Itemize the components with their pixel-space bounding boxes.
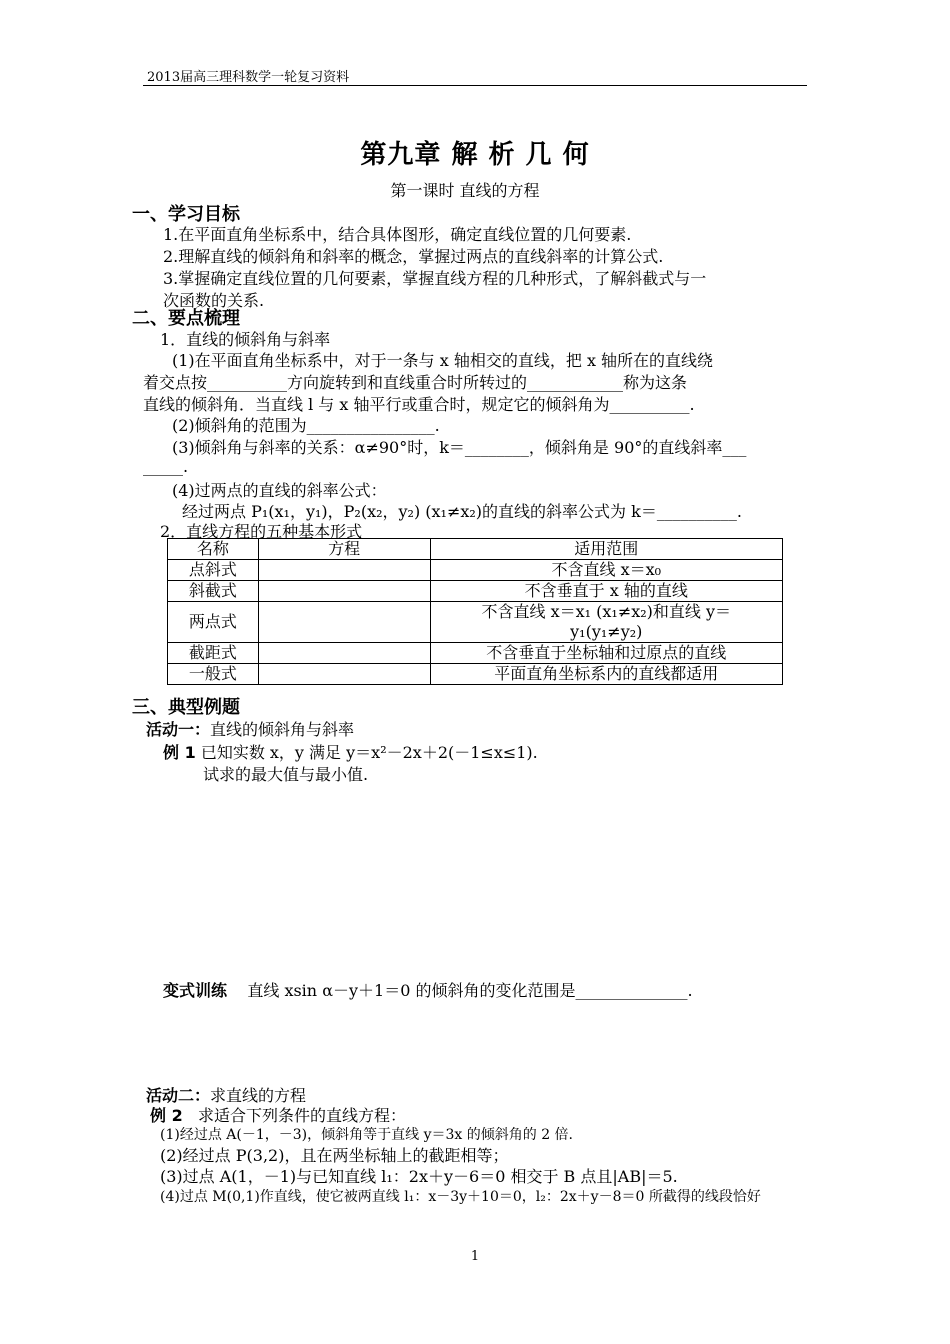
activity-label: 活动二： — [146, 1086, 211, 1105]
table-header-cell: 适用范围 — [430, 539, 782, 560]
keypoint-line: 经过两点 P₁(x₁，y₁)，P₂(x₂，y₂) (x₁≠x₂)的直线的斜率公式为 k＝__________. — [182, 502, 742, 521]
example-label: 例 1 — [163, 743, 196, 762]
activity-text: 直线的倾斜角与斜率 — [210, 720, 355, 739]
goal-item: 次函数的关系. — [163, 291, 265, 310]
example-text: 求适合下列条件的直线方程： — [197, 1106, 406, 1125]
form-equation — [258, 581, 430, 602]
table-row — [168, 581, 783, 602]
form-range: 不含垂直于坐标轴和过原点的直线 — [430, 643, 782, 664]
line-forms-table — [167, 538, 783, 685]
goal-item: 2.理解直线的倾斜角和斜率的概念，掌握过两点的直线斜率的计算公式. — [163, 247, 664, 266]
variant-exercise — [163, 978, 693, 1001]
keypoint-line: _____. — [143, 457, 189, 476]
example-label: 例 2 — [150, 1106, 183, 1125]
table-row — [168, 643, 783, 664]
keypoint-line: 直线的倾斜角．当直线 l 与 x 轴平行或重合时，规定它的倾斜角为__________. — [143, 395, 695, 414]
page-number: 1 — [470, 1249, 480, 1264]
form-range: 平面直角坐标系内的直线都适用 — [430, 664, 782, 685]
example-two — [150, 1103, 406, 1126]
example-text: 已知实数 x，y 满足 y＝x²－2x＋2(－1≤x≤1). — [200, 743, 538, 762]
table-row — [168, 560, 783, 581]
keypoint-line: (3)倾斜角与斜率的关系：α≠90°时，k＝________，倾斜角是 90°的直线斜率___ — [172, 438, 747, 457]
page-header: 2013届高三理科数学一轮复习资料 — [147, 70, 350, 85]
variant-label: 变式训练 — [163, 981, 228, 1000]
goal-item: 3.掌握确定直线位置的几何要素，掌握直线方程的几种形式，了解斜截式与一 — [163, 269, 707, 288]
section-heading-goals: 一、学习目标 — [132, 204, 240, 225]
table-header-cell: 方程 — [258, 539, 430, 560]
form-equation — [258, 643, 430, 664]
keypoint-line: 着交点按__________方向旋转到和直线重合时所转过的____________称为这条 — [143, 373, 688, 392]
table-row — [168, 664, 783, 685]
subheading-slope: 1．直线的倾斜角与斜率 — [160, 330, 331, 349]
chapter-title: 第九章 解 析 几 何 — [360, 140, 590, 170]
example-two-item: (4)过点 M(0,1)作直线，使它被两直线 l₁：x－3y＋10＝0，l₂：2x＋y－8＝0 所截得的线段恰好 — [160, 1189, 761, 1205]
header-rule — [143, 85, 807, 86]
form-range-line: 不含直线 x＝x₁ (x₁≠x₂)和直线 y＝ — [481, 602, 732, 621]
form-name: 一般式 — [168, 664, 259, 685]
goal-item: 1.在平面直角坐标系中，结合具体图形，确定直线位置的几何要素. — [163, 225, 632, 244]
keypoint-line: (2)倾斜角的范围为________________. — [172, 416, 440, 435]
form-equation — [258, 560, 430, 581]
activity-one — [146, 717, 354, 740]
activity-text: 求直线的方程 — [210, 1086, 307, 1105]
table-header-row — [168, 539, 783, 560]
form-name: 截距式 — [168, 643, 259, 664]
form-range: 不含直线 x＝x₀ — [430, 560, 782, 581]
variant-text: 直线 xsin α－y＋1＝0 的倾斜角的变化范围是______________. — [247, 981, 693, 1000]
form-name: 斜截式 — [168, 581, 259, 602]
section-heading-keypoints: 二、要点梳理 — [132, 308, 240, 329]
example-two-item: (2)经过点 P(3,2)，且在两坐标轴上的截距相等； — [160, 1146, 509, 1165]
example-one — [163, 740, 538, 763]
table-row — [168, 602, 783, 643]
example-two-item: (3)过点 A(1，－1)与已知直线 l₁：2x＋y－6＝0 相交于 B 点且|AB|＝5. — [160, 1167, 678, 1186]
example-one-task: 试求的最大值与最小值. — [203, 765, 369, 784]
activity-label: 活动一： — [146, 720, 211, 739]
form-range: 不含垂直于 x 轴的直线 — [430, 581, 782, 602]
example-two-item: (1)经过点 A(－1，－3)，倾斜角等于直线 y＝3x 的倾斜角的 2 倍. — [160, 1127, 573, 1143]
form-range — [430, 602, 782, 643]
form-equation — [258, 602, 430, 643]
form-name: 两点式 — [168, 602, 259, 643]
form-equation — [258, 664, 430, 685]
table-header-cell: 名称 — [168, 539, 259, 560]
keypoint-line: (4)过两点的直线的斜率公式： — [172, 481, 387, 500]
section-heading-examples: 三、典型例题 — [132, 697, 240, 718]
form-range-line: y₁(y₁≠y₂) — [570, 622, 643, 641]
keypoint-line: (1)在平面直角坐标系中，对于一条与 x 轴相交的直线，把 x 轴所在的直线绕 — [172, 351, 714, 370]
lesson-subtitle: 第一课时 直线的方程 — [390, 181, 540, 200]
subheading-forms: 2．直线方程的五种基本形式 — [160, 522, 363, 541]
form-name: 点斜式 — [168, 560, 259, 581]
